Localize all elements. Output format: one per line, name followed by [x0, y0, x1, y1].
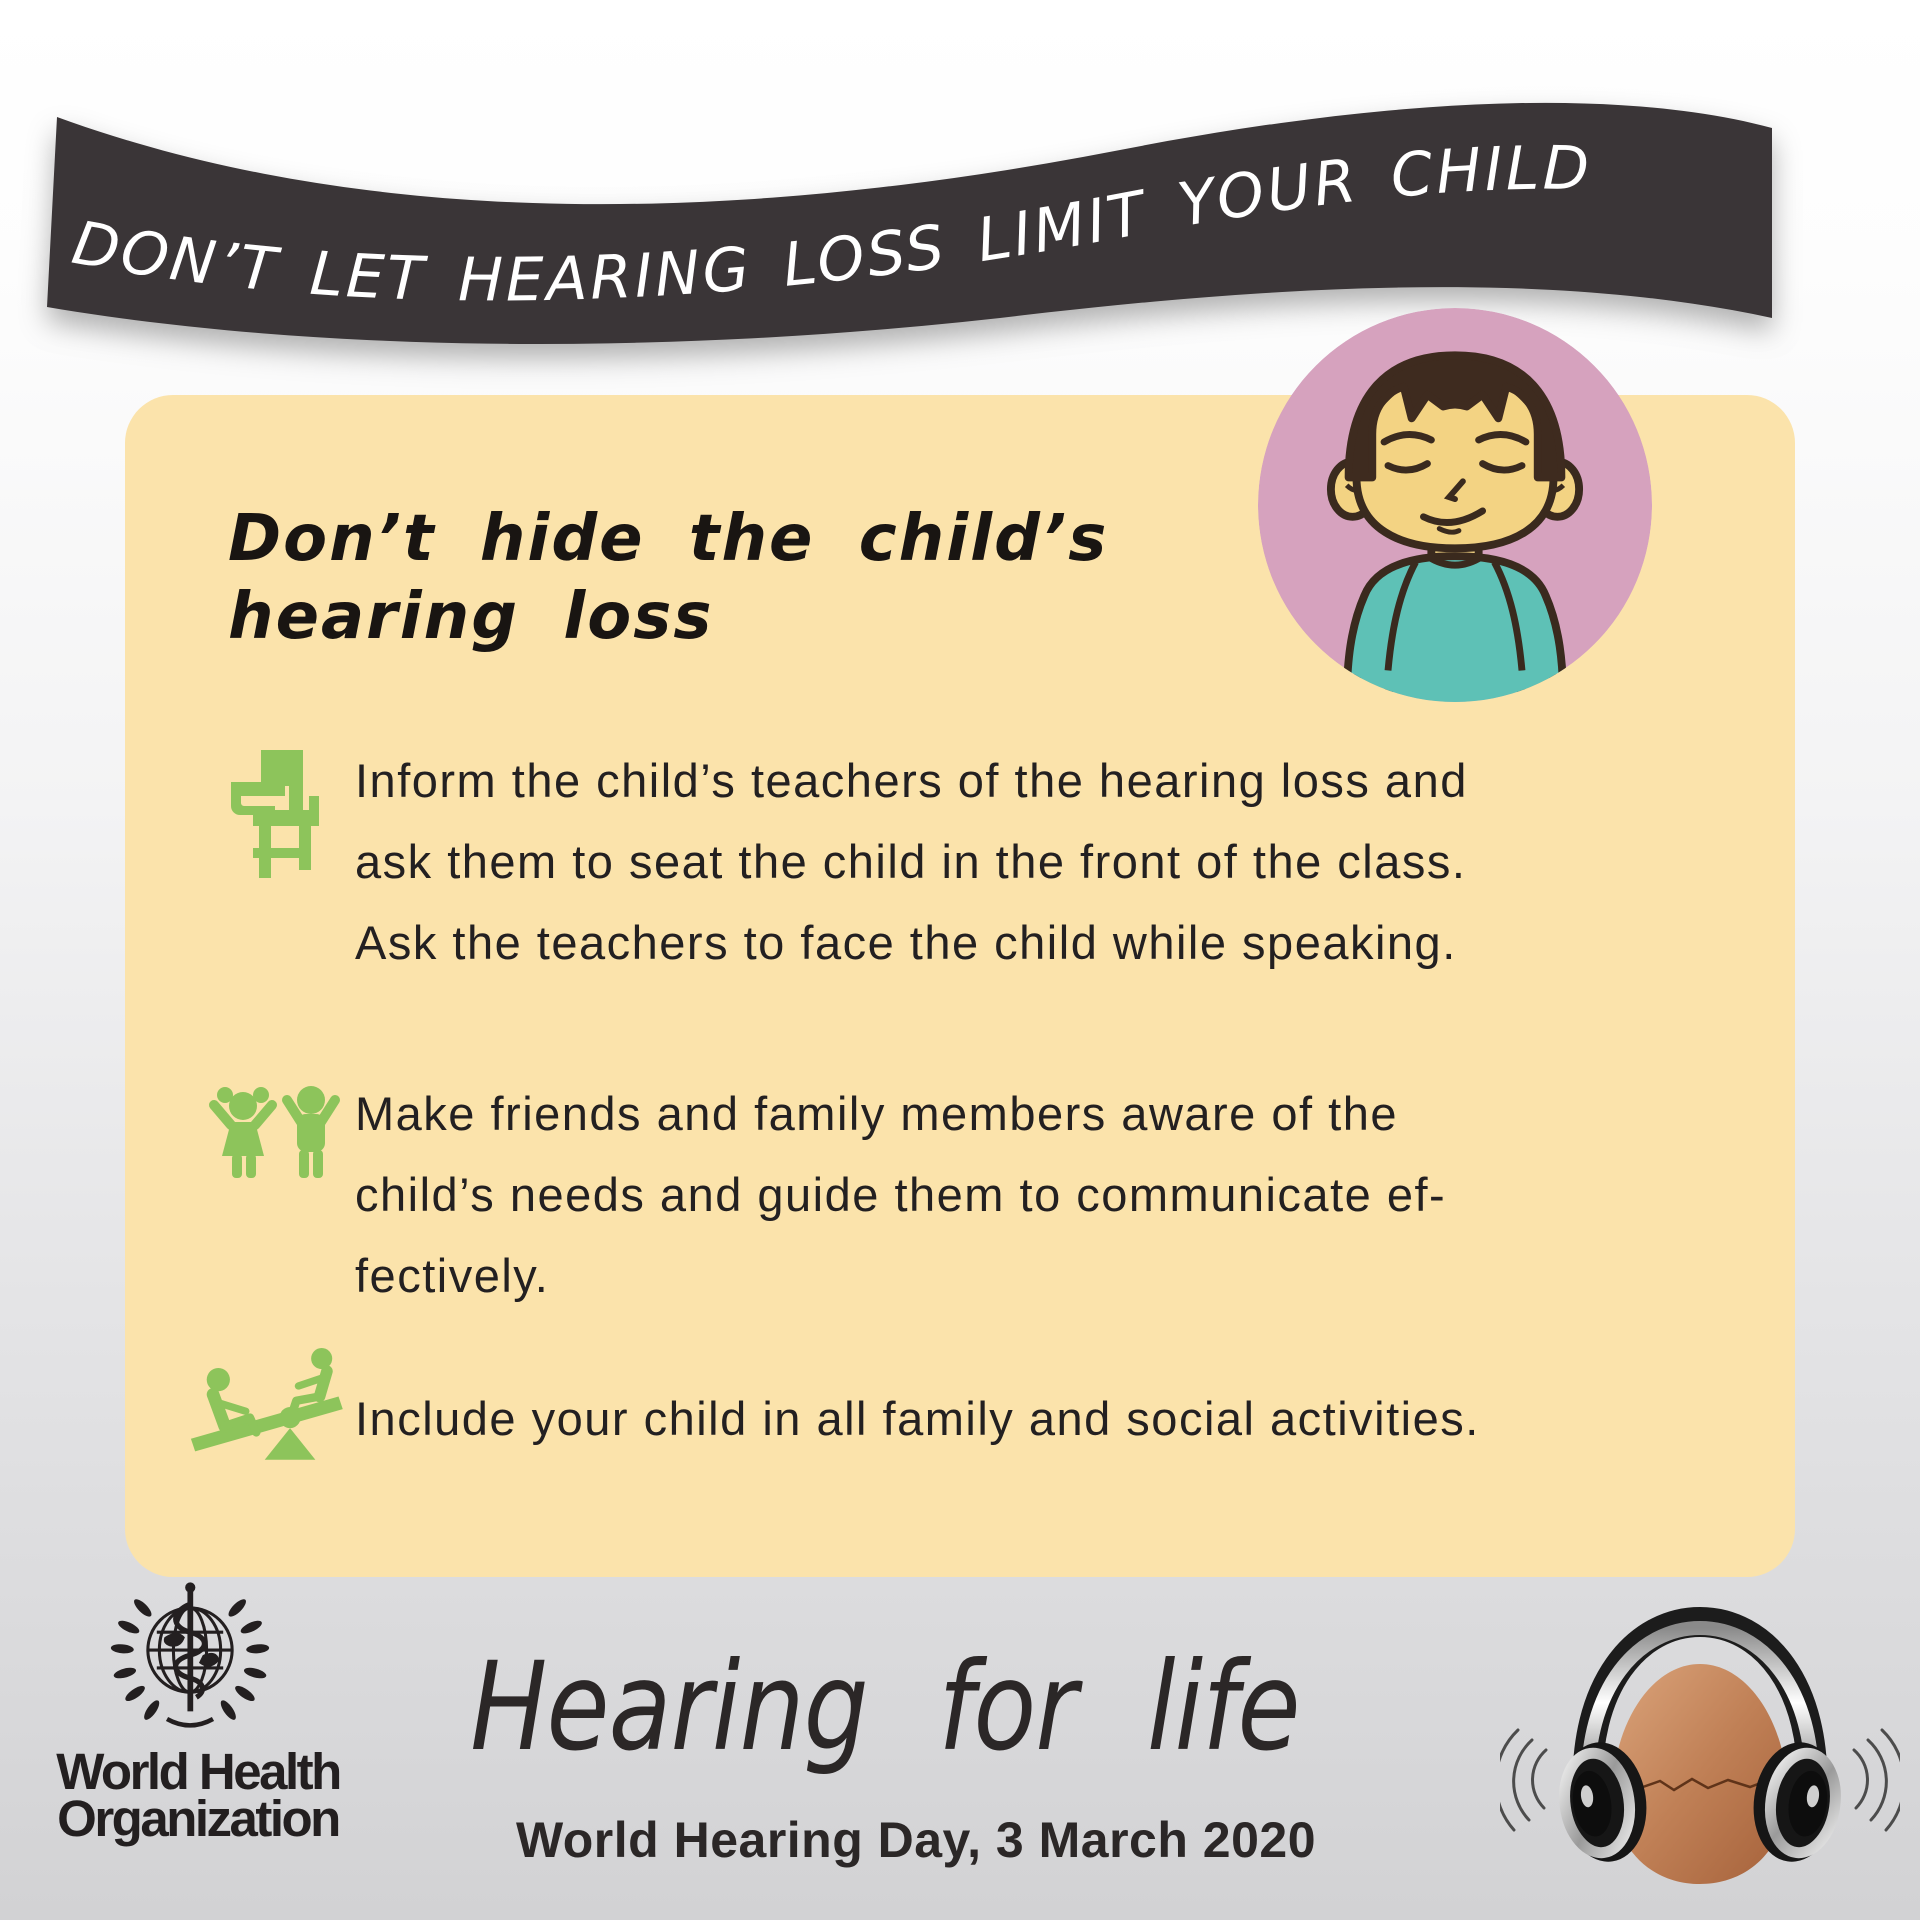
who-wordmark-line1: World Health: [56, 1743, 340, 1800]
card-heading-line2: hearing loss: [228, 580, 714, 654]
event-date: World Hearing Day, 3 March 2020: [515, 1812, 1317, 1868]
who-wordmark-line2: Organization: [57, 1790, 339, 1847]
bullet-3: [355, 1378, 1755, 1459]
bullet-1: [355, 740, 1755, 983]
bullet-1-line1: Inform the child’s teachers of the hearing loss and: [355, 754, 1468, 807]
school-desk-icon: [222, 748, 334, 878]
bullet-2-line1: Make friends and family members aware of the: [355, 1087, 1398, 1140]
banner-title: DON’T LET HEARING LOSS LIMIT YOUR CHILD: [67, 133, 1593, 316]
card-heading: [228, 500, 1108, 656]
bullet-1-line2: ask them to seat the child in the front of the class.: [355, 835, 1467, 888]
card-heading-line1: Don’t hide the child’s: [228, 502, 1109, 576]
bullet-3-line1: Include your child in all family and social activities.: [355, 1392, 1480, 1445]
bullet-1-line3: Ask the teachers to face the child while speaking.: [355, 916, 1457, 969]
seesaw-icon: [180, 1348, 360, 1464]
who-emblem: [100, 1576, 280, 1742]
avatar-shirt: [1347, 556, 1564, 702]
children-icon: [203, 1083, 353, 1195]
bullet-2: [355, 1073, 1755, 1316]
egg-headphones-illustration: [1500, 1588, 1900, 1898]
bullet-2-line3: fectively.: [355, 1249, 550, 1302]
boy-avatar-illustration: [1258, 308, 1652, 702]
who-wordmark: [38, 1743, 358, 1847]
campaign-title: Hearing for life: [470, 1636, 1300, 1778]
bullet-2-line2: child’s needs and guide them to communicate ef-: [355, 1168, 1447, 1221]
